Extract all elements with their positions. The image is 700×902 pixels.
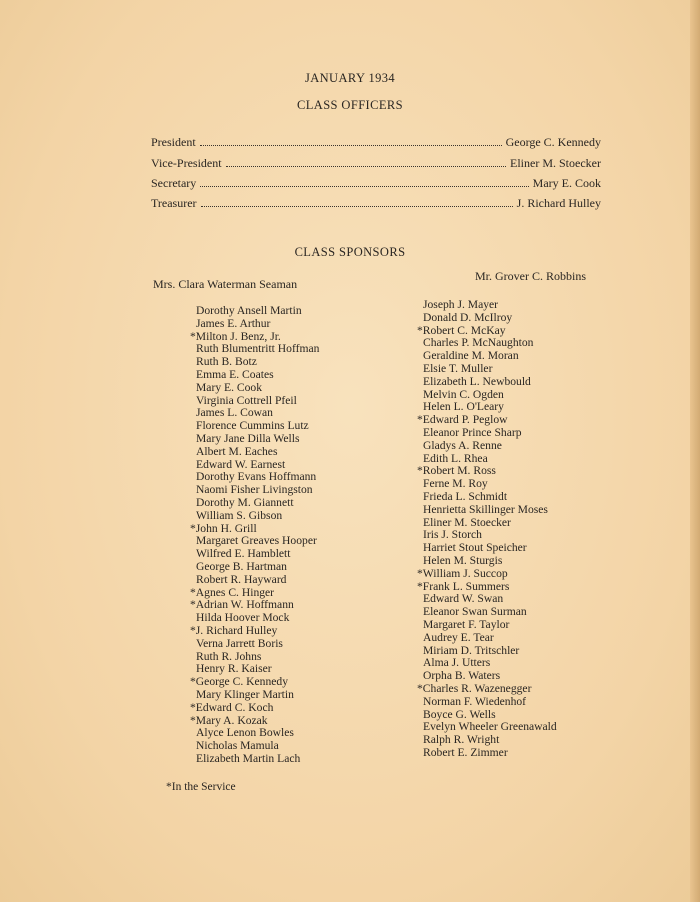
dot-leader: [201, 206, 513, 207]
dot-leader: [200, 186, 528, 187]
member-name: Gladys A. Renne: [423, 438, 502, 452]
page-edge-shadow: [690, 0, 700, 902]
member-name: Alma J. Utters: [423, 656, 491, 670]
member-name: Geraldine M. Moran: [423, 349, 519, 363]
member-name: Margaret Greaves Hooper: [196, 534, 317, 548]
member-name: Verna Jarrett Boris: [196, 636, 283, 650]
footnote: *In the Service: [166, 781, 236, 793]
member-name: Melvin C. Ogden: [423, 387, 504, 401]
member-name: Helen M. Sturgis: [423, 553, 503, 567]
officer-row-vice-president: [151, 150, 601, 170]
officers-list: [151, 130, 601, 211]
sponsors-heading: CLASS SPONSORS: [294, 245, 406, 259]
member-name: Dorothy Ansell Martin: [196, 304, 302, 317]
member-name: Mary E. Cook: [196, 380, 263, 394]
member-name: Elizabeth Martin Lach: [196, 751, 301, 765]
officer-name: Mary E. Cook: [532, 175, 601, 190]
member-name: Robert E. Zimmer: [423, 745, 508, 759]
member-name: Charles P. McNaughton: [423, 336, 534, 350]
member-name: William S. Gibson: [196, 508, 283, 522]
member-name: *Mary A. Kozak: [190, 713, 268, 727]
member-name: *John H. Grill: [190, 521, 257, 535]
member-name: Ralph R. Wright: [423, 733, 500, 747]
member-name: Edith L. Rhea: [423, 451, 488, 465]
officer-name: Eliner M. Stoecker: [510, 155, 601, 170]
member-name: Hilda Hoover Mock: [196, 611, 290, 625]
officer-row-treasurer: [151, 191, 601, 211]
members-list-right: [417, 299, 557, 760]
member-name: Virginia Cottrell Pfeil: [196, 393, 297, 407]
member-name: Iris J. Storch: [423, 528, 482, 542]
member-name: Naomi Fisher Livingston: [196, 483, 313, 497]
member-name: Albert M. Eaches: [196, 444, 278, 458]
member-name: Margaret F. Taylor: [423, 617, 510, 631]
member-name: *J. Richard Hulley: [190, 623, 278, 637]
member-name: Evelyn Wheeler Greenawald: [423, 720, 557, 734]
dot-leader: [200, 145, 502, 146]
member-name: *Adrian W. Hoffmann: [190, 598, 294, 612]
member-name: Orpha B. Waters: [423, 669, 501, 683]
member-name: Nicholas Mamula: [196, 739, 279, 753]
officer-name: J. Richard Hulley: [516, 196, 601, 211]
member-name: Edward W. Swan: [423, 592, 504, 606]
member-name: Norman F. Wiedenhof: [423, 694, 527, 708]
sponsor-left: Mrs. Clara Waterman Seaman: [153, 277, 298, 291]
member-name: Eliner M. Stoecker: [423, 515, 511, 529]
member-name: Mary Klinger Martin: [196, 687, 294, 701]
officer-role: Treasurer: [151, 196, 197, 211]
member-name: *Agnes C. Hinger: [190, 585, 275, 599]
dot-leader: [226, 166, 506, 167]
member-name: Miriam D. Tritschler: [423, 643, 520, 657]
member-name: Edward W. Earnest: [196, 457, 286, 471]
member-name: Helen L. O'Leary: [423, 400, 504, 414]
member-name: Donald D. McIlroy: [423, 310, 513, 324]
member-name: Harriet Stout Speicher: [423, 541, 527, 555]
member-name: *Robert C. McKay: [417, 323, 506, 337]
member-name: Frieda L. Schmidt: [423, 489, 508, 503]
member-name: Dorothy Evans Hoffmann: [196, 470, 317, 484]
member-name: Florence Cummins Lutz: [196, 419, 309, 433]
officer-role: Vice-President: [151, 155, 222, 170]
officer-row-president: [151, 130, 601, 150]
member-name: *William J. Succop: [417, 566, 508, 580]
member-name: *Charles R. Wazenegger: [417, 681, 532, 695]
officer-row-secretary: [151, 171, 601, 191]
members-list-left: [190, 305, 319, 766]
member-name: Ruth B. Botz: [196, 355, 257, 369]
member-name: George B. Hartman: [196, 559, 287, 573]
member-name: Eleanor Swan Surman: [423, 605, 527, 619]
sponsor-right: Mr. Grover C. Robbins: [475, 269, 586, 283]
member-name: Henry R. Kaiser: [196, 662, 272, 676]
member-name: Boyce G. Wells: [423, 707, 496, 721]
member-name: *Frank L. Summers: [417, 579, 510, 593]
member-name: Ruth R. Johns: [196, 649, 262, 663]
member-name: Ruth Blumentritt Hoffman: [196, 342, 320, 356]
member-name: Audrey E. Tear: [423, 630, 494, 644]
member-name: Joseph J. Mayer: [423, 298, 499, 311]
member-name: *Edward C. Koch: [190, 700, 274, 714]
member-name: *Robert M. Ross: [417, 464, 496, 478]
member-name: Robert R. Hayward: [196, 572, 287, 586]
member-name: James E. Arthur: [196, 316, 271, 330]
member-name: Elizabeth L. Newbould: [423, 374, 531, 388]
page-title: JANUARY 1934: [304, 71, 396, 85]
officer-role: Secretary: [151, 175, 197, 190]
member-name: Henrietta Skillinger Moses: [423, 502, 548, 516]
member-name: Mary Jane Dilla Wells: [196, 431, 300, 445]
member-name: James L. Cowan: [196, 406, 273, 420]
member-name: Wilfred E. Hamblett: [196, 547, 291, 561]
member-name: Emma E. Coates: [196, 367, 274, 381]
member-name: *Milton J. Benz, Jr.: [190, 329, 281, 343]
member-name: Alyce Lenon Bowles: [196, 726, 294, 740]
officers-heading: CLASS OFFICERS: [297, 98, 403, 112]
officer-name: George C. Kennedy: [505, 135, 601, 150]
member-name: *Edward P. Peglow: [417, 413, 508, 427]
officer-role: President: [151, 135, 196, 150]
member-name: *George C. Kennedy: [190, 675, 288, 689]
member-name: Eleanor Prince Sharp: [423, 425, 522, 439]
member-name: Elsie T. Muller: [423, 361, 493, 375]
member-name: Ferne M. Roy: [423, 477, 488, 491]
member-name: Dorothy M. Giannett: [196, 495, 294, 509]
